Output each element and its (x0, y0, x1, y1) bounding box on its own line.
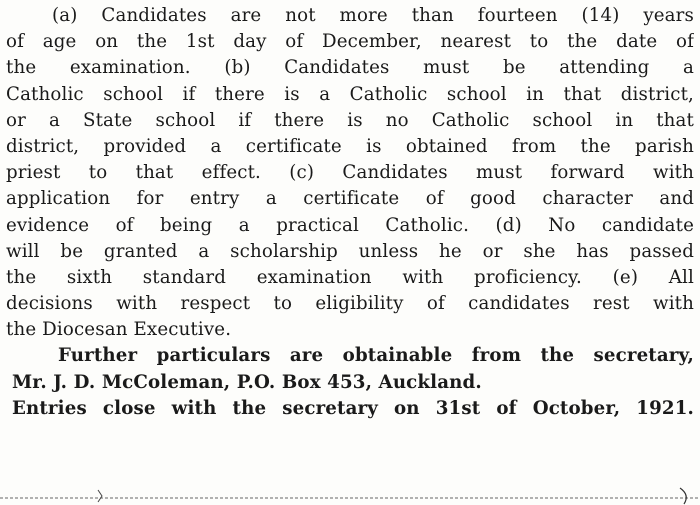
text-line-15: Mr. J. D. McColeman, P.O. Box 453, Auckland. (12, 371, 482, 393)
text-line-6: district, provided a certificate is obtained from the parish (6, 135, 694, 157)
text-line-7: priest to that effect. (c) Candidates must forward with (6, 162, 694, 184)
text-line-14: Further particulars are obtainable from the secretary, (58, 345, 694, 367)
bottom-rule-divider (0, 486, 700, 505)
bracket-mark-left (98, 490, 102, 502)
text-line-5: or a State school if there is no Catholic school in that (6, 109, 694, 131)
text-line-2: of age on the 1st day of December, nearest to the date of (6, 31, 694, 53)
text-line-1: (a) Candidates are not more than fourteen (14) years (52, 5, 694, 26)
text-line-4: Catholic school if there is a Catholic school in that district, (6, 83, 694, 105)
text-line-9: evidence of being a practical Catholic. (d) No candidate (6, 214, 694, 236)
text-line-12: decisions with respect to eligibility of candidates rest with (6, 293, 694, 315)
text-line-3: the examination. (b) Candidates must be attending a (6, 57, 694, 79)
text-line-16: Entries close with the secretary on 31st of October, 1921. (12, 397, 694, 419)
text-line-10: will be granted a scholarship unless he or she has passed (6, 240, 694, 262)
text-line-13: the Diocesan Executive. (6, 319, 232, 341)
bracket-mark-right (680, 488, 686, 504)
text-line-11: the sixth standard examination with proficiency. (e) All (6, 266, 694, 288)
text-line-8: application for entry a certificate of good character and (6, 188, 694, 210)
article-text (6, 3, 694, 422)
